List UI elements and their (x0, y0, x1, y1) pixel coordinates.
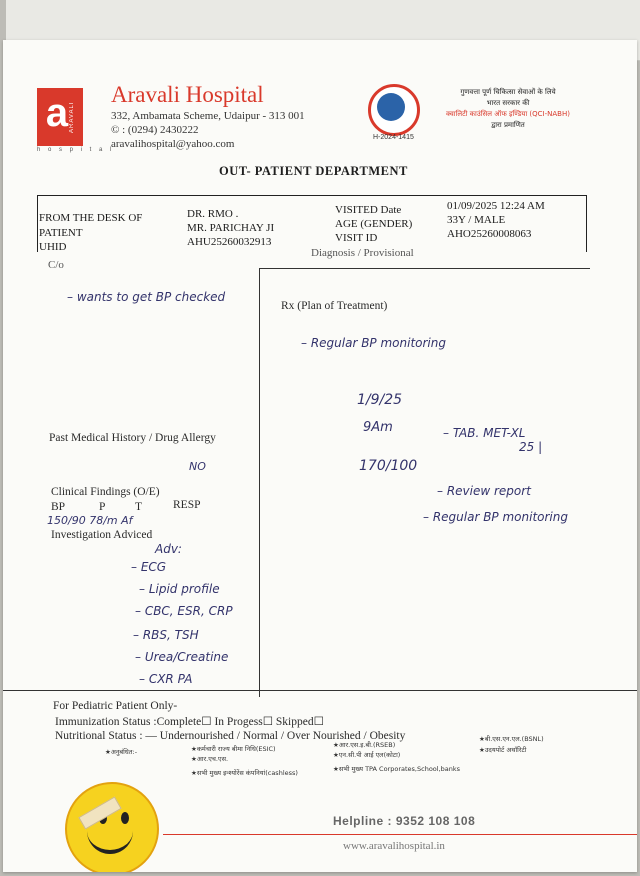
visit-id-label: VISIT ID (335, 232, 378, 244)
patient-label: PATIENT (39, 227, 83, 239)
rx-drug: – TAB. MET-XL (443, 426, 526, 440)
rx-bp-reading: 170/100 (359, 458, 418, 474)
visit-id-value: AHO25260008063 (447, 228, 532, 240)
age-gender-value: 33Y / MALE (447, 214, 506, 226)
section-divider (3, 690, 637, 691)
investigation-3: – CBC, ESR, CRP (135, 604, 233, 618)
patient-name: MR. PARICHAY JI (187, 222, 275, 234)
investigation-4: – RBS, TSH (133, 628, 199, 642)
opd-prescription-page (3, 40, 637, 872)
rx-note-1: – Regular BP monitoring (301, 336, 446, 350)
panel-cashless: ★सभी मुख्य इन्श्योरेंस कंपनियां(cashless) (191, 769, 298, 777)
footer-rule (163, 834, 637, 835)
smiley-right-eye (121, 812, 129, 824)
accreditation-line-2: भारत सरकार की (486, 99, 530, 107)
rx-note-last: – Regular BP monitoring (423, 510, 568, 524)
investigation-label: Investigation Adviced (51, 529, 153, 541)
logo-letter: a (45, 91, 69, 135)
website-url: www.aravalihospital.in (343, 840, 445, 852)
panel-rghs: ★आर.एच.एस. (191, 755, 229, 763)
nabh-seal-center (377, 93, 405, 121)
hospital-email: aravalihospital@yahoo.com (111, 138, 235, 150)
rx-review: – Review report (437, 484, 531, 498)
rx-section-border (259, 268, 590, 697)
pediatric-title: For Pediatric Patient Only- (53, 700, 178, 712)
from-desk-label: FROM THE DESK OF (39, 212, 143, 224)
diagnosis-label: Diagnosis / Provisional (311, 247, 414, 259)
doctor-name: DR. RMO . (187, 208, 239, 220)
department-title: OUT- PATIENT DEPARTMENT (219, 164, 408, 178)
rx-date: 1/9/25 (357, 392, 403, 408)
panel-airport: ★उदयपोर्ट अथॉरिटी (479, 746, 527, 754)
allergy-handwritten: NO (189, 460, 206, 473)
clinical-findings-label: Clinical Findings (O/E) (51, 486, 160, 498)
smiley-mascot-icon (65, 782, 159, 872)
complaint-handwritten: – wants to get BP checked (67, 290, 226, 304)
nabh-code: H-2024-1415 (373, 134, 414, 141)
investigation-2: – Lipid profile (139, 582, 220, 596)
rx-drug-dose: 25 | (519, 440, 543, 454)
past-history-label: Past Medical History / Drug Allergy (49, 432, 216, 444)
hospital-address: 332, Ambamata Scheme, Udaipur - 313 001 (111, 110, 305, 122)
panel-tpa: ★सभी मुख्य TPA Corporates,School,banks (333, 765, 461, 773)
helpline-number: Helpline : 9352 108 108 (333, 814, 476, 828)
investigation-adv: Adv: (155, 542, 182, 556)
accreditation-line-4: द्वारा प्रमाणित (491, 121, 525, 129)
investigation-1: – ECG (131, 560, 167, 574)
age-gender-label: AGE (GENDER) (335, 218, 413, 230)
nutritional-status: Nutritional Status : — Undernourished / Normal / Over Nourished / Obesity (55, 730, 406, 742)
complaints-label: C/o (48, 259, 64, 271)
panel-esic: ★कर्मचारी राज्य बीमा निधि(ESIC) (191, 745, 276, 753)
logo-vertical-text: ARAVALI (69, 101, 75, 133)
uhid-label: UHID (39, 241, 67, 253)
vitals-handwritten: 150/90 78/m Af (47, 514, 133, 527)
temp-label: T (135, 501, 143, 513)
investigation-6: – CXR PA (139, 672, 193, 686)
investigation-5: – Urea/Creatine (135, 650, 229, 664)
uhid-value: AHU25260032913 (187, 236, 272, 248)
hospital-phone: © : (0294) 2430222 (111, 124, 199, 136)
hospital-name: Aravali Hospital (111, 82, 264, 107)
immunization-status: Immunization Status :Complete☐ In Progess☐ Skipped☐ (55, 716, 324, 728)
bp-label: BP (51, 501, 66, 513)
accreditation-line-3: क्वालिटी काउंसिल ऑफ इण्डिया (QCI-NABH) (446, 110, 570, 118)
panel-bsnl: ★बी.एस.एन.एल.(BSNL) (479, 735, 544, 743)
visited-date-value: 01/09/2025 12:24 AM (447, 200, 545, 212)
panel-ncpil: ★एन.सी.पी आई एल(कोटा) (333, 751, 401, 759)
rx-time: 9Am (363, 420, 393, 435)
rx-label: Rx (Plan of Treatment) (281, 300, 388, 312)
empanelled-label: ★अनुबंधित:- (105, 748, 138, 756)
accreditation-line-1: गुणवत्ता पूर्ण चिकित्सा सेवाओं के लिये (460, 88, 556, 96)
panel-rseb: ★आर.एस.इ.बी.(RSEB) (333, 741, 396, 749)
resp-label: RESP (173, 499, 201, 511)
logo-subtext: h o s p i t a l (37, 147, 115, 153)
pulse-label: P (99, 501, 106, 513)
visited-date-label: VISITED Date (335, 204, 402, 216)
